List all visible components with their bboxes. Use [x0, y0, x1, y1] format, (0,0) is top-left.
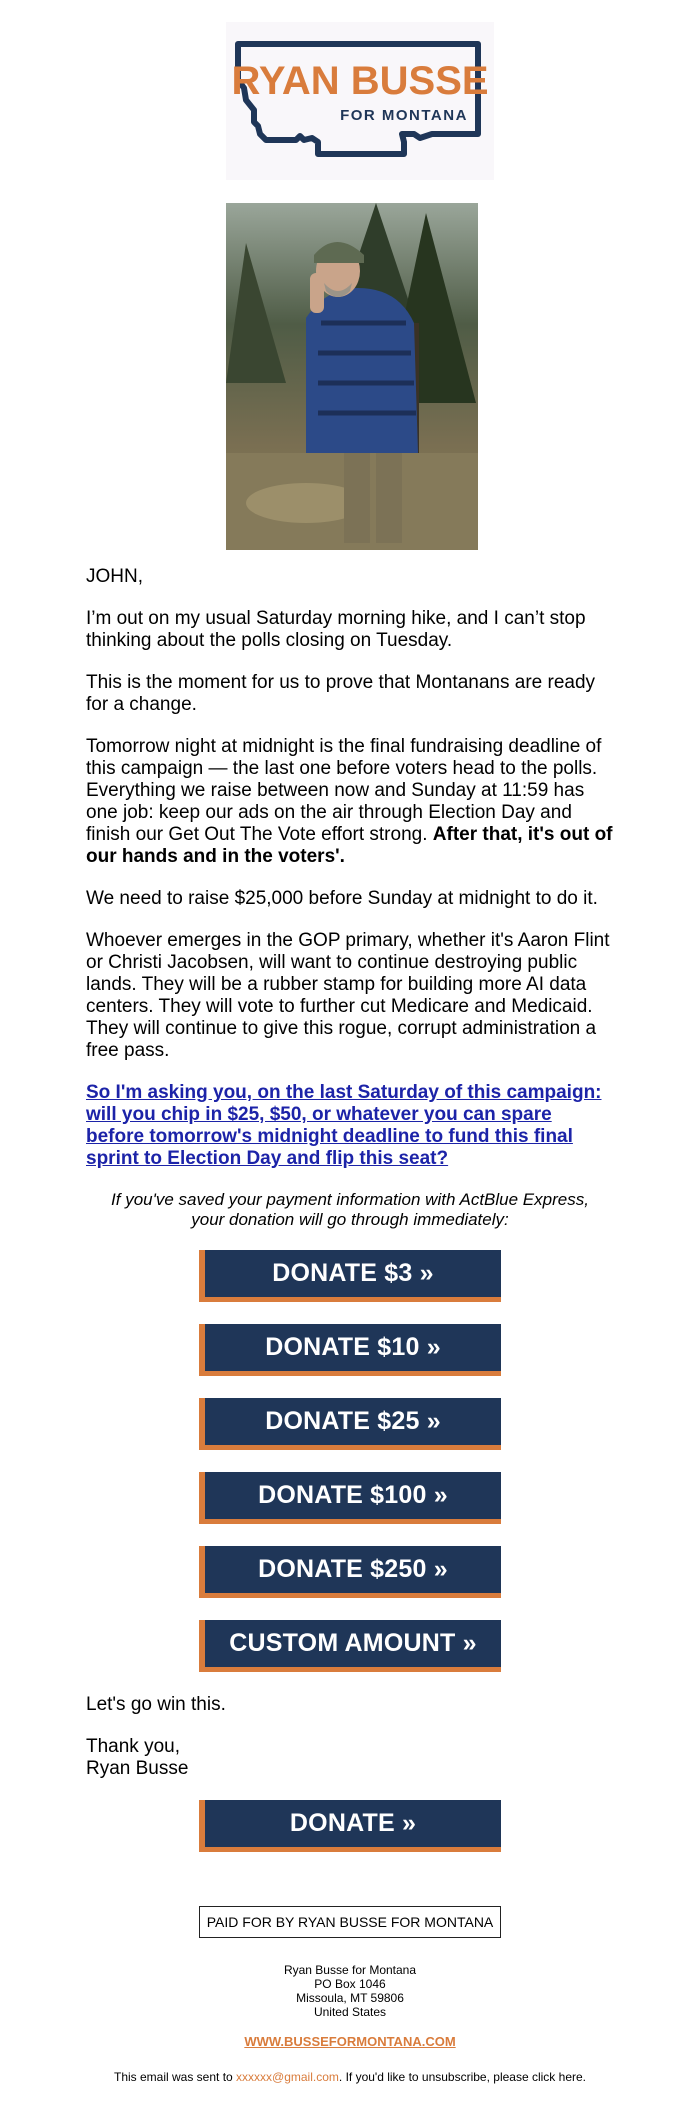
- address-org: Ryan Busse for Montana: [283, 1963, 417, 1977]
- hiking-photo: [226, 203, 478, 550]
- signature-name: Ryan Busse: [86, 1758, 189, 1779]
- mailing-address: [0, 1963, 700, 2019]
- donate-250-button[interactable]: DONATE $250 »: [199, 1546, 501, 1598]
- sent-suffix[interactable]: . If you'd like to unsubscribe, please click here.: [338, 2070, 586, 2084]
- donate-3-button[interactable]: DONATE $3 »: [199, 1250, 501, 1302]
- paragraph-deadline: [86, 736, 614, 868]
- logo: [226, 22, 494, 180]
- donate-cta-link[interactable]: So I'm asking you, on the last Saturday of this campaign: will you chip in $25, $50, or whatever you can spare before tomorrow's midnight deadline to fund this final sprint to Election Day and flip this seat?: [86, 1082, 602, 1169]
- closing-line: Let's go win this.: [86, 1694, 226, 1715]
- address-city: Missoula, MT 59806: [296, 1991, 404, 2005]
- paid-for-box: PAID FOR BY RYAN BUSSE FOR MONTANA: [199, 1906, 501, 1938]
- custom-amount-button[interactable]: CUSTOM AMOUNT »: [199, 1620, 501, 1672]
- paragraph-hike: I’m out on my usual Saturday morning hike, and I can’t stop thinking about the polls closing on Tuesday.: [86, 608, 586, 651]
- paragraph-moment: This is the moment for us to prove that Montanans are ready for a change.: [86, 672, 596, 715]
- paragraph-deadline-bold: After that, it's out of our hands and in the voters'.: [86, 824, 613, 867]
- signature: [86, 1736, 614, 1780]
- montana-outline-logo: [226, 22, 494, 180]
- sent-prefix: This email was sent to: [113, 2070, 237, 2084]
- email-body: [86, 566, 614, 1874]
- donate-final-button[interactable]: DONATE »: [199, 1800, 501, 1852]
- hero-photo: [226, 203, 478, 550]
- recipient-email[interactable]: xxxxxx@gmail.com: [236, 2070, 339, 2084]
- signature-thanks: Thank you,: [86, 1736, 180, 1757]
- address-po-box: PO Box 1046: [314, 1977, 386, 1991]
- donate-10-button[interactable]: DONATE $10 »: [199, 1324, 501, 1376]
- paragraph-gop: Whoever emerges in the GOP primary, whether it's Aaron Flint or Christi Jacobsen, will want to continue destroying public lands. They will be a rubber stamp for building more AI data centers. They will vote to further cut Medicare and Medicaid. They will continue to give this rogue, corrupt administration a free pass.: [86, 930, 610, 1061]
- website-link[interactable]: WWW.BUSSEFORMONTANA.COM: [244, 2034, 456, 2049]
- actblue-note: If you've saved your payment information with ActBlue Express, your donation will go through immediately:: [111, 1190, 589, 1229]
- donate-25-button[interactable]: DONATE $25 »: [199, 1398, 501, 1450]
- unsubscribe-line: [0, 2070, 700, 2084]
- address-country: United States: [313, 2005, 387, 2019]
- paragraph-deadline-text: Tomorrow night at midnight is the final fundraising deadline of this campaign — the last one before voters head to the polls. Everything we raise between now and Sunday at 11:59 has one job: keep our ads on the air through Election Day and finish our Get Out The Vote effort strong.: [86, 736, 602, 845]
- donate-100-button[interactable]: DONATE $100 »: [199, 1472, 501, 1524]
- logo-subtitle: FOR MONTANA: [340, 107, 468, 124]
- greeting: JOHN,: [86, 566, 143, 587]
- logo-name: RYAN BUSSE: [231, 59, 489, 103]
- paragraph-goal: We need to raise $25,000 before Sunday at midnight to do it.: [86, 888, 598, 909]
